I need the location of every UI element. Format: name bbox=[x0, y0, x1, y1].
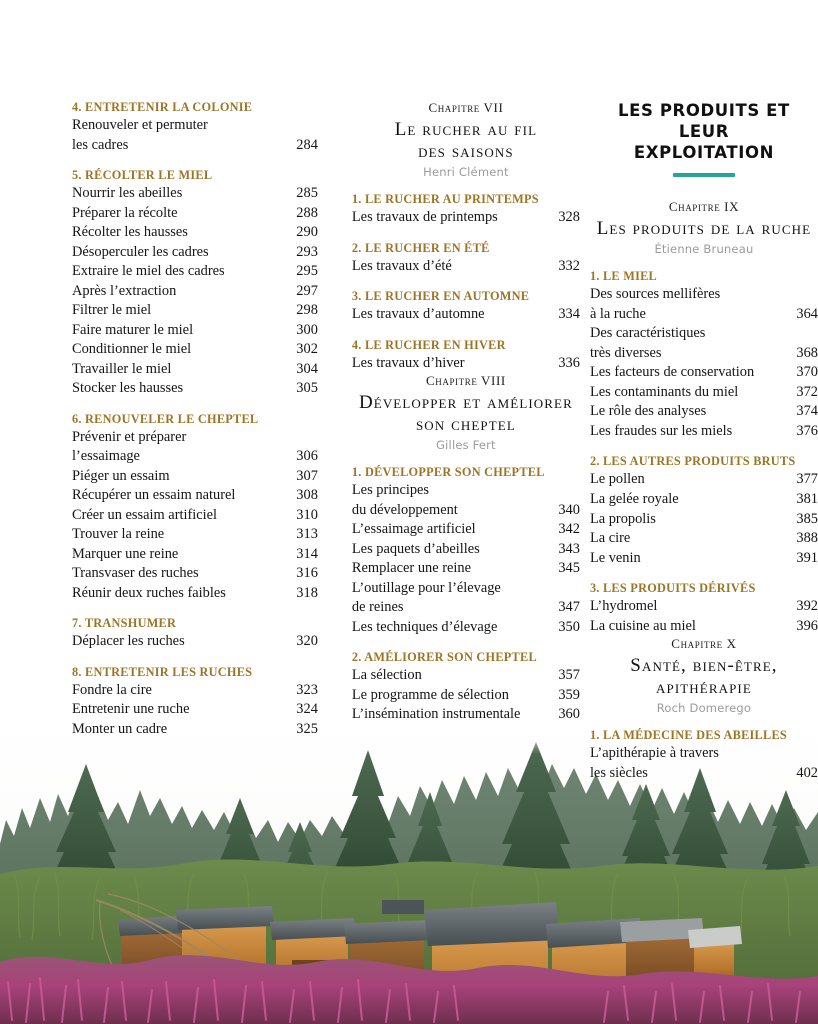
toc-entry[interactable] bbox=[352, 579, 580, 599]
toc-entry-label: du développement bbox=[351, 501, 458, 518]
toc-entry-page-number: 381 bbox=[796, 491, 818, 507]
chapter-title-line: Développer et améliorer bbox=[358, 392, 573, 414]
toc-entry[interactable] bbox=[72, 301, 318, 321]
toc-section-heading[interactable]: 2. LES AUTRES PRODUITS BRUTS bbox=[589, 454, 796, 469]
toc-entry-label: Le venin bbox=[589, 549, 641, 566]
toc-entry-label: Conditionner le miel bbox=[72, 341, 192, 358]
toc-entry[interactable] bbox=[590, 344, 818, 364]
toc-entry-page-number: 388 bbox=[796, 530, 818, 547]
chapter-heading-block bbox=[590, 199, 818, 256]
toc-entry-label: l’essaimage bbox=[72, 448, 140, 465]
chapter-title bbox=[590, 655, 818, 699]
toc-entry-label: à la ruche bbox=[589, 305, 646, 322]
toc-entry-page-number: 370 bbox=[796, 364, 818, 381]
toc-entry-page-number: 320 bbox=[296, 633, 318, 650]
toc-entry-page-number: 318 bbox=[296, 584, 318, 601]
toc-entry[interactable] bbox=[72, 564, 318, 584]
toc-entry-label: Les facteurs de conservation bbox=[589, 364, 755, 381]
toc-entry[interactable] bbox=[590, 764, 818, 784]
toc-entry[interactable] bbox=[590, 744, 818, 764]
toc-entry-label: Les contaminants du miel bbox=[589, 383, 739, 400]
toc-entry[interactable] bbox=[352, 257, 580, 277]
toc-entry-page-number: 305 bbox=[296, 380, 318, 397]
toc-entry-page-number: 310 bbox=[296, 506, 318, 523]
toc-section-heading[interactable]: 6. RENOUVELER LE CHEPTEL bbox=[72, 411, 259, 426]
toc-entry-label: Des sources mellifères bbox=[589, 286, 721, 303]
toc-entry-page-number: 350 bbox=[558, 618, 580, 635]
toc-entry[interactable] bbox=[72, 447, 318, 467]
toc-entry-label: Stocker les hausses bbox=[72, 380, 184, 397]
chapter-label: Chapitre VII bbox=[428, 100, 504, 115]
toc-entry-label: Le pollen bbox=[589, 471, 645, 488]
toc-entry-label: Trouver la reine bbox=[72, 526, 165, 543]
toc-section-heading[interactable]: 5. RÉCOLTER LE MIEL bbox=[72, 168, 213, 183]
toc-entry-label: Après l’extraction bbox=[72, 282, 177, 299]
toc-entry-page-number: 332 bbox=[558, 257, 580, 274]
chapter-title bbox=[352, 119, 580, 163]
toc-section-heading[interactable]: 3. LES PRODUITS DÉRIVÉS bbox=[589, 581, 756, 596]
toc-entry-page-number: 316 bbox=[296, 565, 318, 582]
toc-entry-label: Transvaser des ruches bbox=[72, 565, 199, 582]
toc-entry[interactable] bbox=[72, 545, 318, 565]
toc-entry[interactable] bbox=[352, 618, 580, 638]
toc-entry-label: L’hydromel bbox=[589, 598, 658, 615]
chapter-author: Roch Domerego bbox=[656, 701, 752, 716]
toc-entry-page-number: 347 bbox=[558, 599, 580, 616]
toc-section-heading[interactable]: 1. LA MÉDECINE DES ABEILLES bbox=[589, 728, 788, 743]
chapter-title-line: Santé, bien-être, bbox=[630, 655, 778, 677]
toc-entry-page-number: 302 bbox=[296, 341, 318, 358]
toc-entry[interactable] bbox=[590, 617, 818, 637]
toc-entry-page-number: 313 bbox=[296, 526, 318, 543]
toc-entry[interactable] bbox=[352, 520, 580, 540]
toc-entry[interactable] bbox=[72, 321, 318, 341]
part-title-line: EXPLOITATION bbox=[633, 143, 774, 163]
toc-entry-page-number: 307 bbox=[296, 467, 318, 484]
toc-entry-page-number: 328 bbox=[558, 209, 580, 226]
toc-entry-label: Les principes bbox=[351, 482, 430, 499]
toc-entry-label: Récolter les hausses bbox=[72, 224, 188, 241]
toc-entry[interactable] bbox=[590, 383, 818, 403]
toc-entry-label: Filtrer le miel bbox=[72, 302, 152, 319]
toc-entry[interactable] bbox=[590, 529, 818, 549]
toc-entry[interactable] bbox=[352, 208, 580, 228]
toc-column-right bbox=[590, 0, 818, 783]
toc-entry[interactable] bbox=[352, 598, 580, 618]
toc-entry[interactable] bbox=[352, 559, 580, 579]
toc-entry[interactable] bbox=[590, 305, 818, 325]
toc-entry[interactable] bbox=[72, 486, 318, 506]
toc-entry-label: Les fraudes sur les miels bbox=[589, 422, 733, 439]
toc-entry[interactable] bbox=[72, 340, 318, 360]
chapter-title-line: son cheptel bbox=[415, 414, 516, 436]
toc-entry-page-number: 304 bbox=[296, 360, 318, 377]
toc-entry-page-number: 284 bbox=[296, 136, 318, 153]
toc-entry[interactable] bbox=[72, 632, 318, 652]
toc-entry-label: Renouveler et permuter bbox=[72, 117, 208, 133]
toc-section-heading[interactable]: 7. TRANSHUMER bbox=[72, 616, 177, 631]
toc-entry-page-number: 385 bbox=[796, 510, 818, 527]
toc-entry-label: L’apithérapie à travers bbox=[589, 745, 719, 762]
toc-entry-page-number: 300 bbox=[296, 321, 318, 338]
toc-entry[interactable] bbox=[352, 705, 580, 725]
chapter-heading-block bbox=[590, 636, 818, 715]
toc-entry[interactable] bbox=[590, 490, 818, 510]
toc-entry[interactable] bbox=[72, 116, 318, 136]
toc-entry-label: Les travaux d’hiver bbox=[351, 354, 465, 371]
toc-section-heading[interactable]: 2. LE RUCHER EN ÉTÉ bbox=[351, 240, 490, 255]
toc-entry[interactable] bbox=[590, 549, 818, 569]
toc-entry[interactable] bbox=[72, 467, 318, 487]
toc-section-heading[interactable]: 2. AMÉLIORER SON CHEPTEL bbox=[351, 650, 537, 665]
part-title-line: LES PRODUITS ET LEUR bbox=[618, 101, 790, 142]
toc-entry-label: Prévenir et préparer bbox=[72, 428, 187, 445]
toc-entry[interactable] bbox=[72, 262, 318, 282]
toc-entry-page-number: 360 bbox=[558, 706, 580, 723]
toc-entry-page-number: 336 bbox=[558, 354, 580, 371]
chapter-heading-block bbox=[352, 100, 580, 179]
toc-entry-page-number: 368 bbox=[796, 344, 818, 361]
toc-entry[interactable] bbox=[72, 379, 318, 399]
chapter-author: Étienne Bruneau bbox=[654, 242, 754, 257]
toc-entry-page-number: 295 bbox=[296, 263, 318, 280]
toc-entry-page-number: 308 bbox=[296, 487, 318, 504]
toc-entry-label: Des caractéristiques bbox=[589, 325, 706, 342]
toc-entry-label: L’insémination instrumentale bbox=[351, 706, 521, 723]
toc-entry[interactable] bbox=[352, 540, 580, 560]
toc-entry[interactable] bbox=[72, 184, 318, 204]
part-divider-rule bbox=[673, 173, 735, 177]
toc-entry-label: Marquer une reine bbox=[72, 545, 179, 562]
toc-entry-page-number: 402 bbox=[796, 764, 818, 781]
toc-entry-label: très diverses bbox=[589, 344, 662, 361]
chapter-label: Chapitre X bbox=[671, 636, 737, 652]
part-title bbox=[590, 100, 818, 163]
chapter-title-line: Le rucher au fil bbox=[394, 119, 538, 140]
toc-entry[interactable] bbox=[590, 363, 818, 383]
chapter-title-line: apithérapie bbox=[656, 677, 752, 699]
toc-entry[interactable] bbox=[72, 282, 318, 302]
toc-entry[interactable] bbox=[72, 360, 318, 380]
toc-entry-page-number: 325 bbox=[296, 720, 318, 737]
toc-entry[interactable] bbox=[590, 470, 818, 490]
toc-entry-page-number: 343 bbox=[558, 540, 580, 557]
toc-entry[interactable] bbox=[72, 506, 318, 526]
toc-entry-label: les siècles bbox=[589, 764, 648, 781]
toc-entry-page-number: 391 bbox=[796, 549, 818, 566]
toc-entry-label: Réunir deux ruches faibles bbox=[72, 584, 226, 601]
toc-entry-page-number: 323 bbox=[296, 681, 318, 698]
toc-section-heading[interactable]: 4. ENTRETENIR LA COLONIE bbox=[72, 100, 253, 114]
chapter-label: Chapitre VIII bbox=[425, 373, 506, 389]
toc-entry-page-number: 357 bbox=[558, 667, 580, 684]
toc-entry-page-number: 340 bbox=[558, 501, 580, 518]
toc-entry-label: Fondre la cire bbox=[72, 681, 152, 698]
toc-entry-label: Créer un essaim artificiel bbox=[72, 506, 218, 523]
toc-entry-label: Préparer la récolte bbox=[72, 204, 178, 221]
chapter-author: Henri Clément bbox=[423, 165, 509, 180]
toc-column-middle bbox=[352, 0, 580, 725]
toc-entry-label: Travailler le miel bbox=[72, 360, 172, 377]
toc-entry-page-number: 377 bbox=[796, 471, 818, 488]
toc-entry-label: L’outillage pour l’élevage bbox=[351, 579, 501, 596]
toc-entry[interactable] bbox=[72, 428, 318, 448]
toc-section-heading[interactable]: 1. LE MIEL bbox=[589, 269, 658, 284]
toc-entry-page-number: 297 bbox=[296, 282, 318, 299]
toc-entry[interactable] bbox=[352, 354, 580, 374]
toc-entry[interactable] bbox=[72, 243, 318, 263]
toc-entry[interactable] bbox=[72, 136, 318, 156]
toc-entry-page-number: 392 bbox=[796, 598, 818, 615]
toc-section-heading[interactable]: 4. LE RUCHER EN HIVER bbox=[351, 337, 506, 352]
toc-section-heading[interactable]: 8. ENTRETENIR LES RUCHES bbox=[72, 664, 253, 679]
toc-entry-label: La gelée royale bbox=[589, 491, 679, 507]
chapter-title-line: des saisons bbox=[418, 141, 514, 163]
toc-entry-page-number: 372 bbox=[796, 383, 818, 400]
toc-entry-label: Extraire le miel des cadres bbox=[72, 263, 225, 280]
toc-entry-label: Piéger un essaim bbox=[72, 467, 170, 484]
toc-entry-label: Les travaux d’automne bbox=[351, 306, 485, 323]
toc-entry-label: Faire maturer le miel bbox=[72, 321, 194, 338]
toc-entry-page-number: 334 bbox=[558, 306, 580, 323]
toc-column-left bbox=[72, 0, 318, 739]
toc-section-heading[interactable]: 1. LE RUCHER AU PRINTEMPS bbox=[351, 192, 539, 207]
toc-entry[interactable] bbox=[352, 481, 580, 501]
toc-entry-label: les cadres bbox=[72, 136, 129, 153]
chapter-label: Chapitre IX bbox=[668, 199, 740, 215]
toc-entry-page-number: 345 bbox=[558, 560, 580, 577]
toc-entry[interactable] bbox=[72, 584, 318, 604]
toc-entry-page-number: 359 bbox=[558, 686, 580, 703]
toc-entry-label: La sélection bbox=[351, 667, 422, 684]
toc-entry-page-number: 298 bbox=[296, 302, 318, 319]
toc-entry-label: Nourrir les abeilles bbox=[72, 185, 183, 202]
toc-entry[interactable] bbox=[352, 666, 580, 686]
toc-entry[interactable] bbox=[352, 686, 580, 706]
toc-entry-label: Les travaux de printemps bbox=[351, 209, 498, 226]
toc-entry-page-number: 396 bbox=[796, 617, 818, 634]
chapter-title bbox=[352, 392, 580, 436]
toc-entry[interactable] bbox=[352, 501, 580, 521]
toc-entry-label: L’essaimage artificiel bbox=[351, 521, 476, 538]
toc-entry-page-number: 288 bbox=[296, 204, 318, 221]
chapter-title bbox=[590, 218, 818, 240]
toc-entry[interactable] bbox=[72, 223, 318, 243]
toc-entry[interactable] bbox=[72, 525, 318, 545]
toc-entry-label: La cuisine au miel bbox=[589, 617, 696, 634]
toc-entry-label: La propolis bbox=[589, 510, 656, 527]
chapter-author: Gilles Fert bbox=[436, 438, 496, 453]
toc-section-heading[interactable]: 3. LE RUCHER EN AUTOMNE bbox=[351, 289, 530, 304]
toc-entry-label: de reines bbox=[351, 599, 404, 616]
toc-section-heading[interactable]: 1. DÉVELOPPER SON CHEPTEL bbox=[351, 465, 545, 480]
toc-entry-label: Le rôle des analyses bbox=[589, 403, 707, 420]
chapter-heading-block bbox=[352, 373, 580, 452]
toc-entry-label: Remplacer une reine bbox=[351, 560, 471, 577]
toc-entry[interactable] bbox=[72, 681, 318, 701]
toc-entry-page-number: 293 bbox=[296, 243, 318, 260]
toc-entry-label: Les travaux d’été bbox=[351, 257, 452, 274]
toc-entry-page-number: 324 bbox=[296, 701, 318, 718]
toc-entry-label: Le programme de sélection bbox=[351, 686, 509, 703]
toc-entry-label: Récupérer un essaim naturel bbox=[72, 487, 236, 504]
toc-entry-label: Monter un cadre bbox=[72, 720, 168, 737]
toc-entry[interactable] bbox=[72, 204, 318, 224]
toc-entry-label: La cire bbox=[589, 530, 631, 547]
toc-entry[interactable] bbox=[352, 305, 580, 325]
chapter-title-line: Les produits de la ruche bbox=[596, 218, 812, 240]
toc-entry[interactable] bbox=[72, 700, 318, 720]
toc-entry[interactable] bbox=[590, 402, 818, 422]
toc-entry-page-number: 376 bbox=[796, 422, 818, 439]
toc-entry-page-number: 314 bbox=[296, 545, 318, 562]
toc-entry[interactable] bbox=[72, 720, 318, 740]
toc-entry[interactable] bbox=[590, 422, 818, 442]
toc-entry[interactable] bbox=[590, 285, 818, 305]
toc-entry-label: Désoperculer les cadres bbox=[72, 243, 209, 260]
toc-entry-page-number: 306 bbox=[296, 448, 318, 465]
toc-entry-label: Déplacer les ruches bbox=[72, 633, 185, 650]
toc-entry[interactable] bbox=[590, 510, 818, 530]
toc-entry-label: Les techniques d’élevage bbox=[351, 618, 498, 635]
toc-entry-label: Les paquets d’abeilles bbox=[351, 540, 480, 557]
toc-entry[interactable] bbox=[590, 324, 818, 344]
toc-entry-page-number: 364 bbox=[796, 305, 818, 322]
toc-entry-page-number: 342 bbox=[558, 521, 580, 538]
toc-entry-page-number: 290 bbox=[296, 224, 318, 241]
toc-entry[interactable] bbox=[590, 597, 818, 617]
toc-entry-page-number: 285 bbox=[296, 185, 318, 202]
toc-entry-label: Entretenir une ruche bbox=[72, 701, 190, 718]
toc-entry-page-number: 374 bbox=[796, 403, 818, 420]
